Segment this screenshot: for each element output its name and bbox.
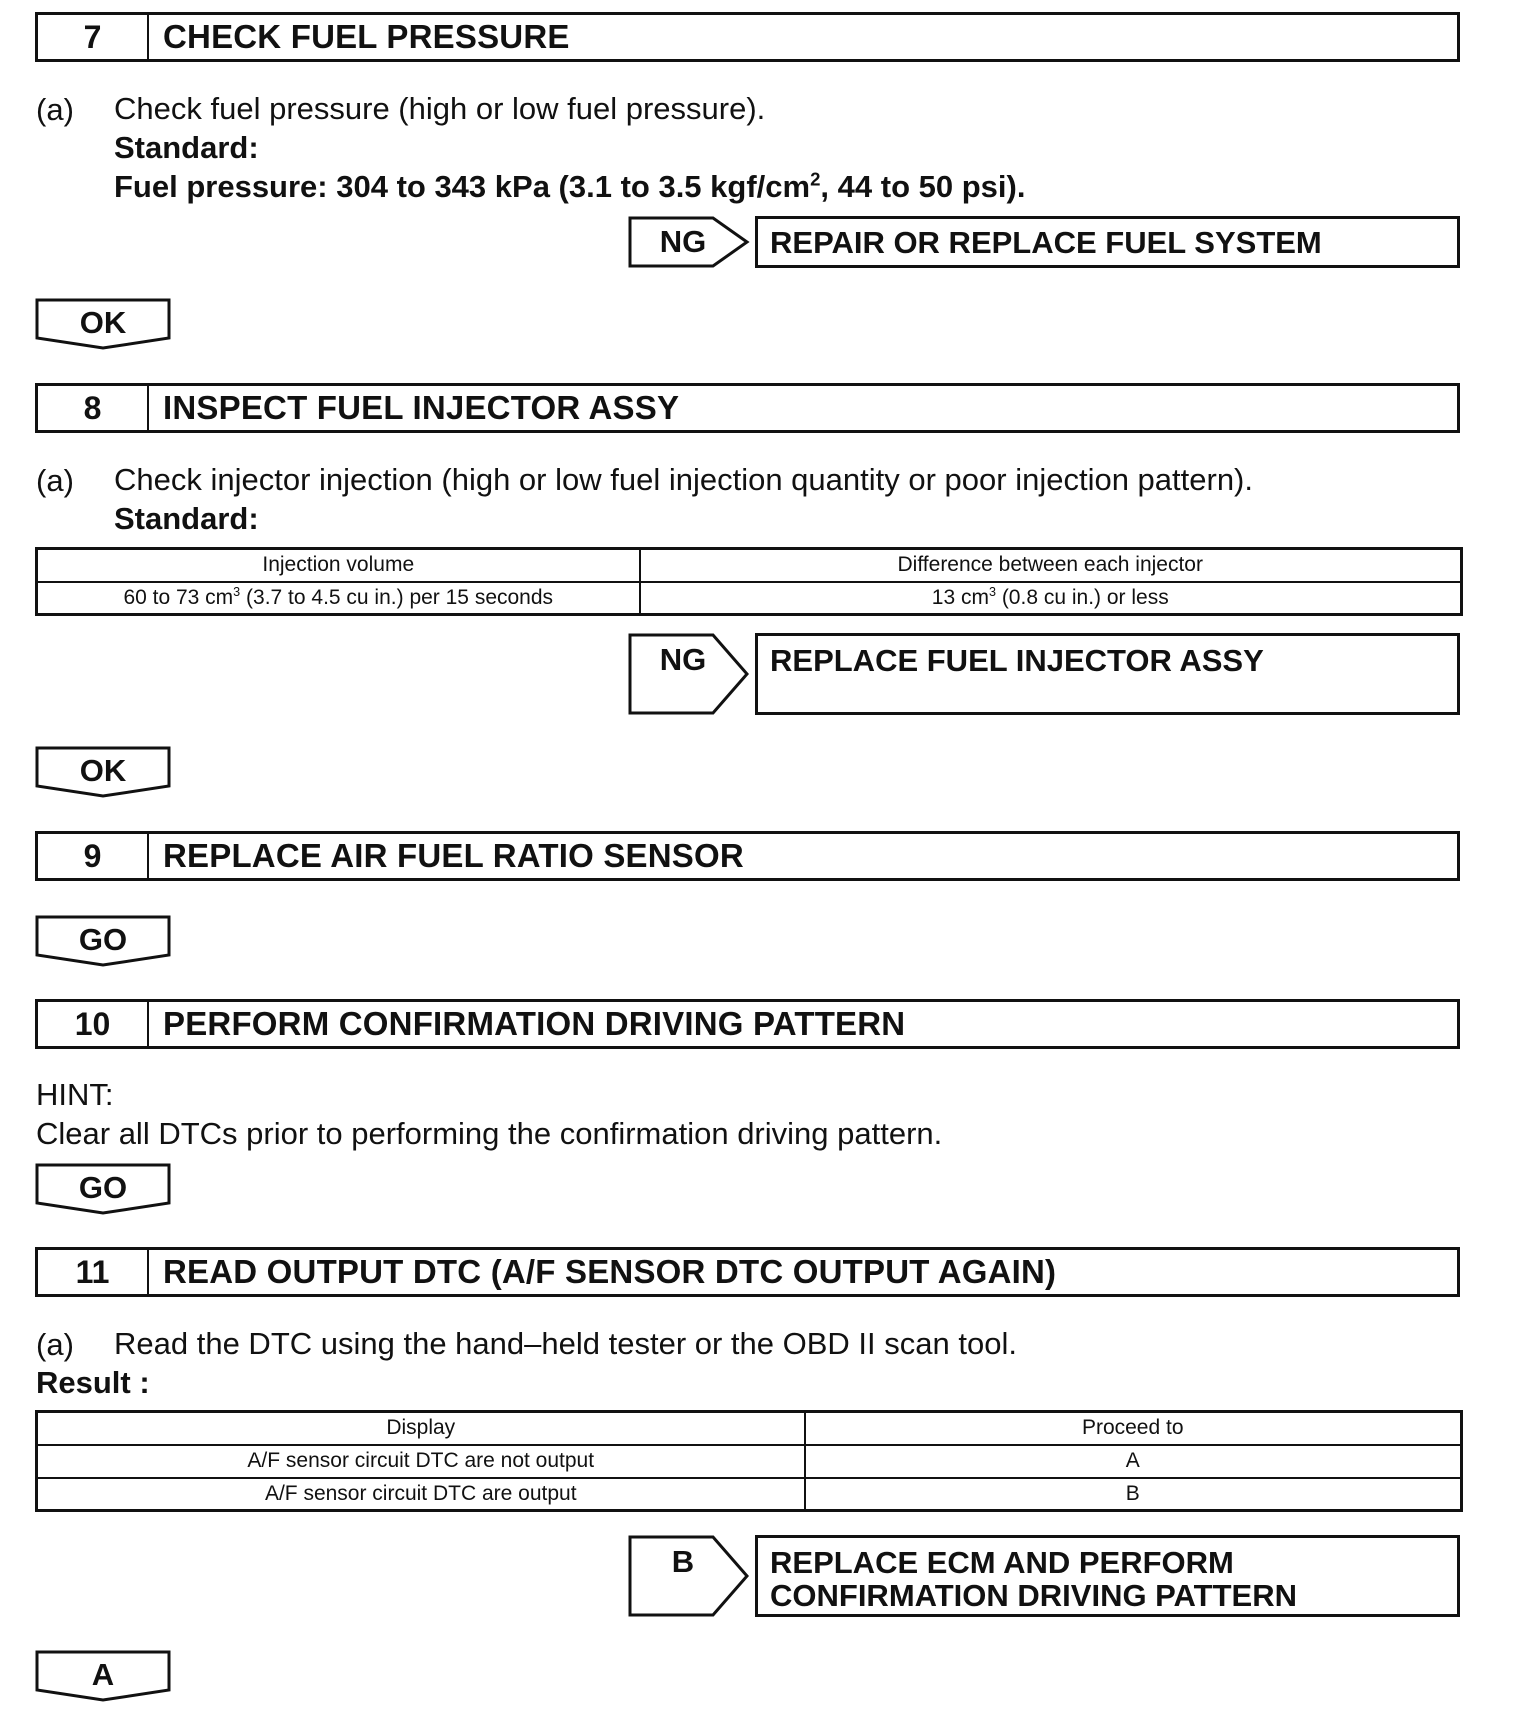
ng-branch-indicator: [628, 633, 752, 715]
ng-label: NG: [659, 224, 707, 259]
cell-text: 60 to 73 cm: [123, 585, 234, 609]
table-header-row: [37, 1412, 1462, 1445]
table-header-row: [37, 549, 1462, 582]
cell-superscript: 3: [988, 584, 996, 599]
table-cell: A/F sensor circuit DTC are output: [37, 1478, 805, 1511]
table-row: [37, 1445, 1462, 1478]
fuel-pressure-spec: [114, 168, 1025, 206]
hint-label: HINT:: [36, 1077, 114, 1112]
table-cell: A: [805, 1445, 1462, 1478]
step-title: CHECK FUEL PRESSURE: [163, 18, 570, 55]
step-9-header: [35, 831, 1460, 881]
instruction-text: Check injector injection (high or low fuel injection quantity or poor injection pattern).: [114, 462, 1253, 497]
proceed-label: OK: [79, 305, 127, 340]
step-number: 9: [38, 834, 149, 878]
proceed-label: GO: [78, 1170, 128, 1205]
hint-text: Clear all DTCs prior to performing the confirmation driving pattern.: [36, 1116, 943, 1151]
step-title: INSPECT FUEL INJECTOR ASSY: [163, 389, 680, 426]
step-number: 7: [38, 15, 149, 59]
ng-branch-indicator: [628, 216, 752, 268]
cell-text-suffix: (3.7 to 4.5 cu in.) per 15 seconds: [240, 585, 554, 609]
a-proceed-indicator: [35, 1650, 171, 1702]
b-action-box: [755, 1535, 1460, 1617]
table-header-cell: Difference between each injector: [640, 549, 1462, 582]
table-cell: [37, 582, 640, 615]
proceed-label: GO: [78, 922, 128, 957]
step-number: 10: [38, 1002, 149, 1046]
step-title: READ OUTPUT DTC (A/F SENSOR DTC OUTPUT AGAIN): [163, 1253, 1057, 1290]
step-7-header: [35, 12, 1460, 62]
proceed-label: A: [91, 1657, 115, 1692]
standard-label: Standard:: [114, 501, 259, 536]
ok-proceed-indicator: [35, 298, 171, 350]
ng-action-text: REPLACE FUEL INJECTOR ASSY: [770, 643, 1264, 678]
ng-action-text: REPAIR OR REPLACE FUEL SYSTEM: [770, 225, 1322, 260]
table-cell: B: [805, 1478, 1462, 1511]
item-label: (a): [36, 463, 74, 498]
ng-label: NG: [659, 642, 707, 677]
step-8-header: [35, 383, 1460, 433]
proceed-label: OK: [79, 753, 127, 788]
step-number: 11: [38, 1250, 149, 1294]
result-table: [35, 1410, 1463, 1512]
table-cell: [640, 582, 1462, 615]
step-11-header: [35, 1247, 1460, 1297]
b-action-text-line2: CONFIRMATION DRIVING PATTERN: [770, 1578, 1297, 1613]
result-label: Result :: [36, 1365, 150, 1400]
step-number: 8: [38, 386, 149, 430]
table-header-cell: Proceed to: [805, 1412, 1462, 1445]
cell-superscript: 3: [233, 584, 241, 599]
instruction-text: Read the DTC using the hand–held tester or the OBD II scan tool.: [114, 1326, 1017, 1361]
step-title: REPLACE AIR FUEL RATIO SENSOR: [163, 837, 744, 874]
ng-action-box: [755, 633, 1460, 715]
table-header-cell: Injection volume: [37, 549, 640, 582]
table-row: [37, 582, 1462, 615]
spec-text-suffix: , 44 to 50 psi).: [820, 169, 1026, 204]
step-title: PERFORM CONFIRMATION DRIVING PATTERN: [163, 1005, 906, 1042]
ok-proceed-indicator: [35, 746, 171, 798]
standard-label: Standard:: [114, 130, 259, 165]
table-cell: A/F sensor circuit DTC are not output: [37, 1445, 805, 1478]
table-row: [37, 1478, 1462, 1511]
injection-spec-table: [35, 547, 1463, 616]
b-branch-indicator: [628, 1535, 752, 1617]
b-action-text-line1: REPLACE ECM AND PERFORM: [770, 1545, 1234, 1580]
go-proceed-indicator: [35, 1163, 171, 1215]
go-proceed-indicator: [35, 915, 171, 967]
cell-text-suffix: (0.8 cu in.) or less: [995, 585, 1169, 609]
cell-text: 13 cm: [931, 585, 989, 609]
item-label: (a): [36, 92, 74, 127]
table-header-cell: Display: [37, 1412, 805, 1445]
b-label: B: [671, 1544, 695, 1579]
instruction-text: Check fuel pressure (high or low fuel pressure).: [114, 91, 766, 126]
item-label: (a): [36, 1327, 74, 1362]
step-10-header: [35, 999, 1460, 1049]
ng-action-box: [755, 216, 1460, 268]
spec-superscript: 2: [810, 168, 821, 190]
spec-text: Fuel pressure: 304 to 343 kPa (3.1 to 3.5 kgf/cm: [114, 169, 811, 204]
